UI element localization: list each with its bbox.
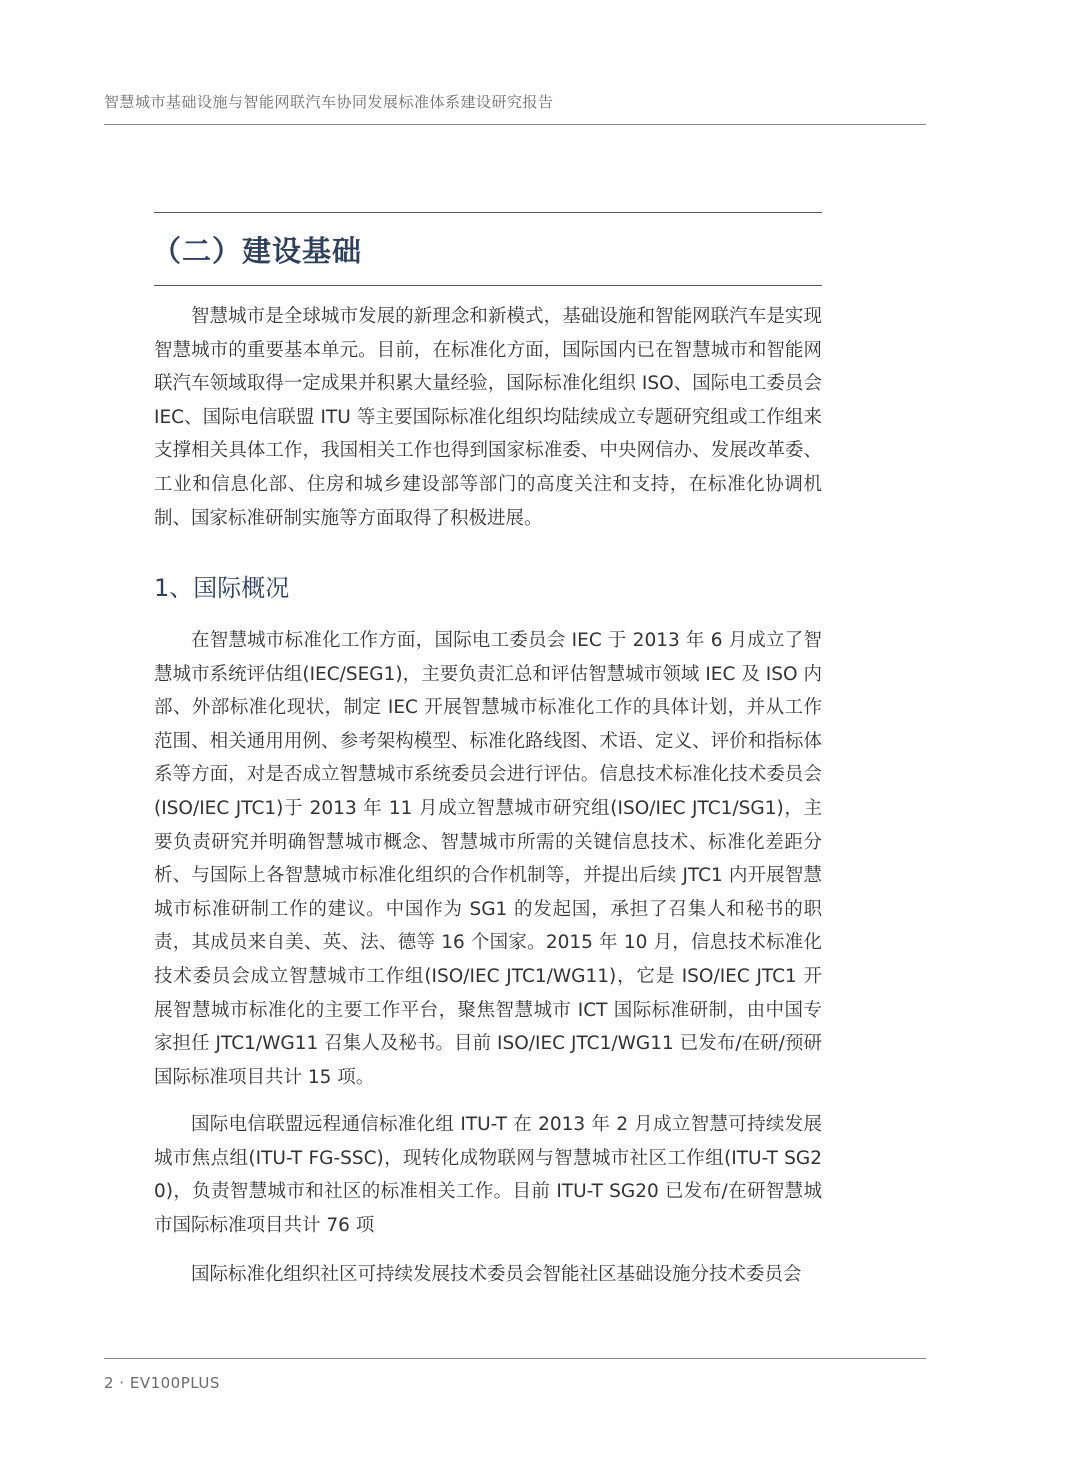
page-footer: 2 · EV100PLUS bbox=[104, 1374, 220, 1392]
body-paragraph-itu: 国际电信联盟远程通信标准化组 ITU-T 在 2013 年 2 月成立智慧可持续发展城市焦点组(ITU-T FG-SSC)，现转化成物联网与智慧城市社区工作组(ITU-T SG20)，负责智慧城市和社区的标准相关工作。目前 ITU-T SG20 已发布/在研智慧城市国际标准项目共计 76 项 bbox=[154, 1114, 822, 1236]
intro-paragraph: 智慧城市是全球城市发展的新理念和新模式，基础设施和智能网联汽车是实现智慧城市的重要基本单元。目前，在标准化方面，国际国内已在智慧城市和智能网联汽车领域取得一定成果并积累大量经验，国际标准化组织 ISO、国际电工委员会 IEC、国际电信联盟 ITU 等主要国际标准化组织均陆续成立专题研究组或工作组来支撑相关具体工作，我国相关工作也得到国家标准委、中央网信办、发展改革委、工业和信息化部、住房和城乡建设部等部门的高度关注和支持，在标准化协调机制、国家标准研制实施等方面取得了积极进展。 bbox=[154, 306, 822, 529]
section-title: （二）建设基础 bbox=[152, 234, 363, 268]
section-title-rule-bottom bbox=[154, 285, 822, 286]
subsection-title: 1、国际概况 bbox=[154, 574, 290, 602]
section-title-rule-top bbox=[154, 212, 822, 213]
running-header: 智慧城市基础设施与智能网联汽车协同发展标准体系建设研究报告 bbox=[104, 93, 554, 111]
header-divider bbox=[104, 124, 926, 125]
body-paragraph-iso: 国际标准化组织社区可持续发展技术委员会智能社区基础设施分技术委员会 bbox=[191, 1264, 802, 1285]
footer-divider bbox=[104, 1358, 926, 1359]
body-paragraph-iec: 在智慧城市标准化工作方面，国际电工委员会 IEC 于 2013 年 6 月成立了智慧城市系统评估组(IEC/SEG1)，主要负责汇总和评估智慧城市领域 IEC 及 ISO 内部、外部标准化现状，制定 IEC 开展智慧城市标准化工作的具体计划，并从工作范围、相关通用用例、参考架构模型、标准化路线图、术语、定义、评价和指标体系等方面，对是否成立智慧城市系统委员会进行评估。信息技术标准化技术委员会(ISO/IEC JTC1)于 2013 年 11 月成立智慧城市研究组(ISO/IEC JTC1/SG1)，主要负责研究并明确智慧城市概念、智慧城市所需的关键信息技术、标准化差距分析、与国际上各智慧城市标准化组织的合作机制等，并提出后续 JTC1 内开展智慧城市标准研制工作的建议。中国作为 SG1 的发起国，承担了召集人和秘书的职责，其成员来自美、英、法、德等 16 个国家。2015 年 10 月，信息技术标准化技术委员会成立智慧城市工作组(ISO/IEC JTC1/WG11)，它是 ISO/IEC JTC1 开展智慧城市标准化的主要工作平台，聚焦智慧城市 ICT 国际标准研制，由中国专家担任 JTC1/WG11 召集人及秘书。目前 ISO/IEC JTC1/WG11 已发布/在研/预研国际标准项目共计 15 项。 bbox=[154, 630, 822, 1088]
